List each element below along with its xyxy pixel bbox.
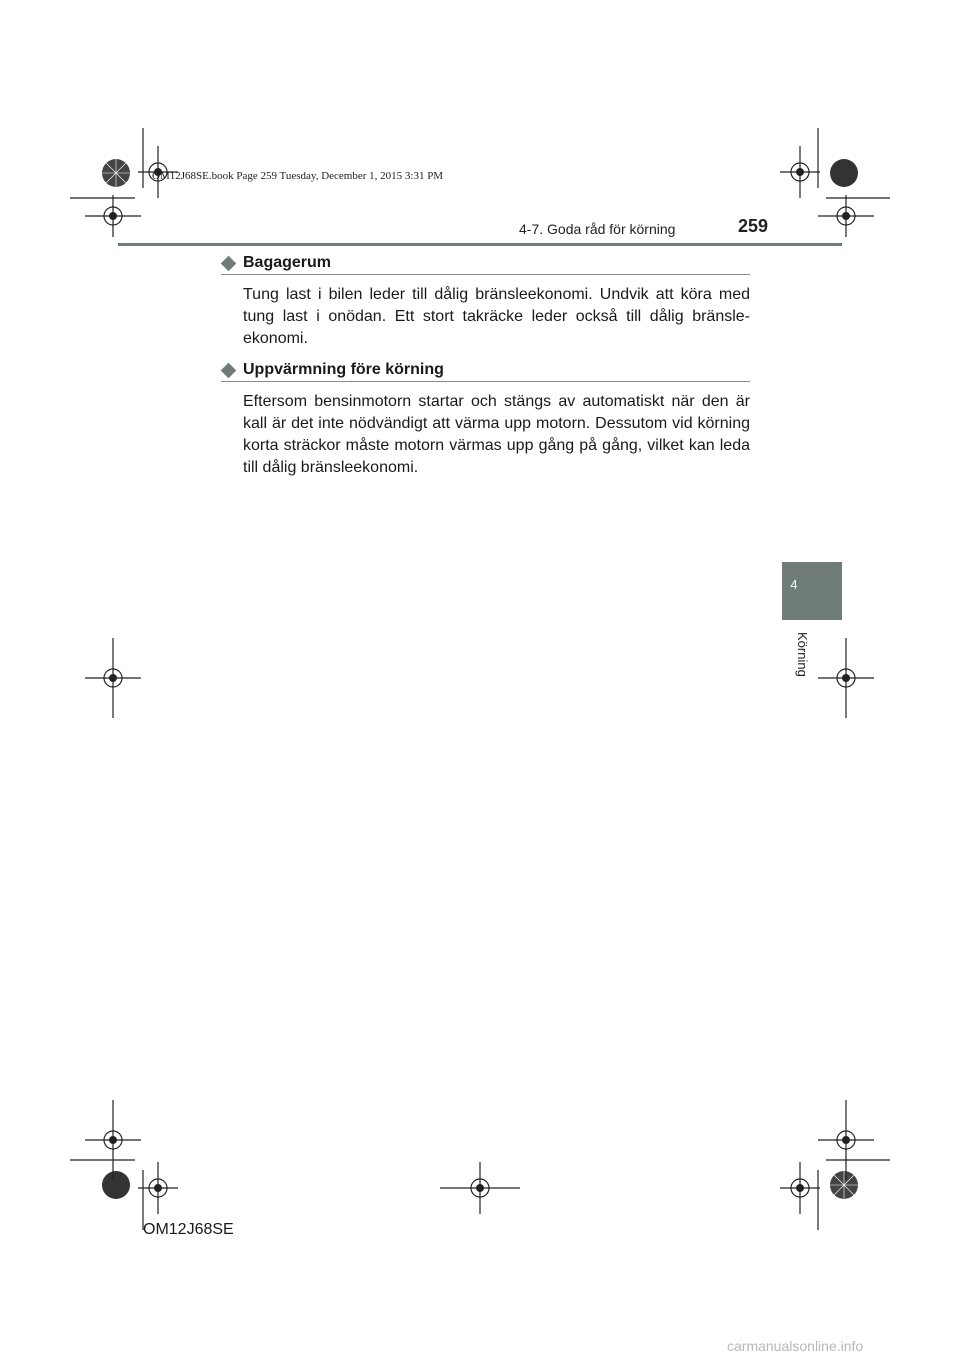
- registration-mark-icon: [780, 1162, 820, 1214]
- section-title: Bagagerum: [243, 254, 332, 271]
- registration-mark-icon: [85, 1100, 141, 1180]
- section-body: Tung last i bilen leder till dålig bränsleekonomi. Undvik att köra med tung last i onödan. Ett stort takräcke leder också till dålig bränsle-ekonomi.: [243, 286, 750, 347]
- registration-mark-icon: [85, 638, 141, 718]
- section-body: Eftersom bensinmotorn startar och stängs av automatiskt när den är kall är det inte nödvändigt att värma upp motorn. Dessutom vid körning korta sträckor måste motorn värmas upp gång på gång, vilket kan leda till dålig bränsleekonomi.: [243, 393, 750, 476]
- starburst-target-icon: [829, 158, 859, 188]
- section-heading: [221, 359, 750, 382]
- registration-mark-icon: [780, 146, 820, 198]
- registration-mark-icon: [440, 1162, 520, 1214]
- section-bagagerum: [221, 252, 750, 350]
- starburst-target-icon: [101, 158, 131, 188]
- chapter-section-title: 4-7. Goda råd för körning: [519, 221, 676, 237]
- diamond-bullet-icon: [221, 362, 237, 378]
- section-uppvarmning: [221, 359, 750, 479]
- registration-mark-icon: [818, 638, 874, 718]
- book-file-info: OM12J68SE.book Page 259 Tuesday, December 1, 2015 3:31 PM: [152, 170, 444, 182]
- watermark: carmanualsonline.info: [727, 1338, 864, 1354]
- registration-mark-icon: [818, 195, 874, 237]
- registration-mark-icon: [85, 195, 141, 237]
- page-number: 259: [738, 216, 769, 236]
- chapter-tab-label: Körning: [795, 632, 810, 677]
- header-rule: [118, 243, 842, 246]
- section-title: Uppvärmning före körning: [243, 361, 444, 378]
- diamond-bullet-icon: [221, 255, 237, 271]
- manual-code: OM12J68SE: [143, 1221, 234, 1238]
- chapter-tab-number: 4: [790, 577, 798, 592]
- registration-mark-icon: [138, 1162, 178, 1214]
- registration-mark-icon: [818, 1100, 874, 1180]
- section-heading: [221, 252, 750, 275]
